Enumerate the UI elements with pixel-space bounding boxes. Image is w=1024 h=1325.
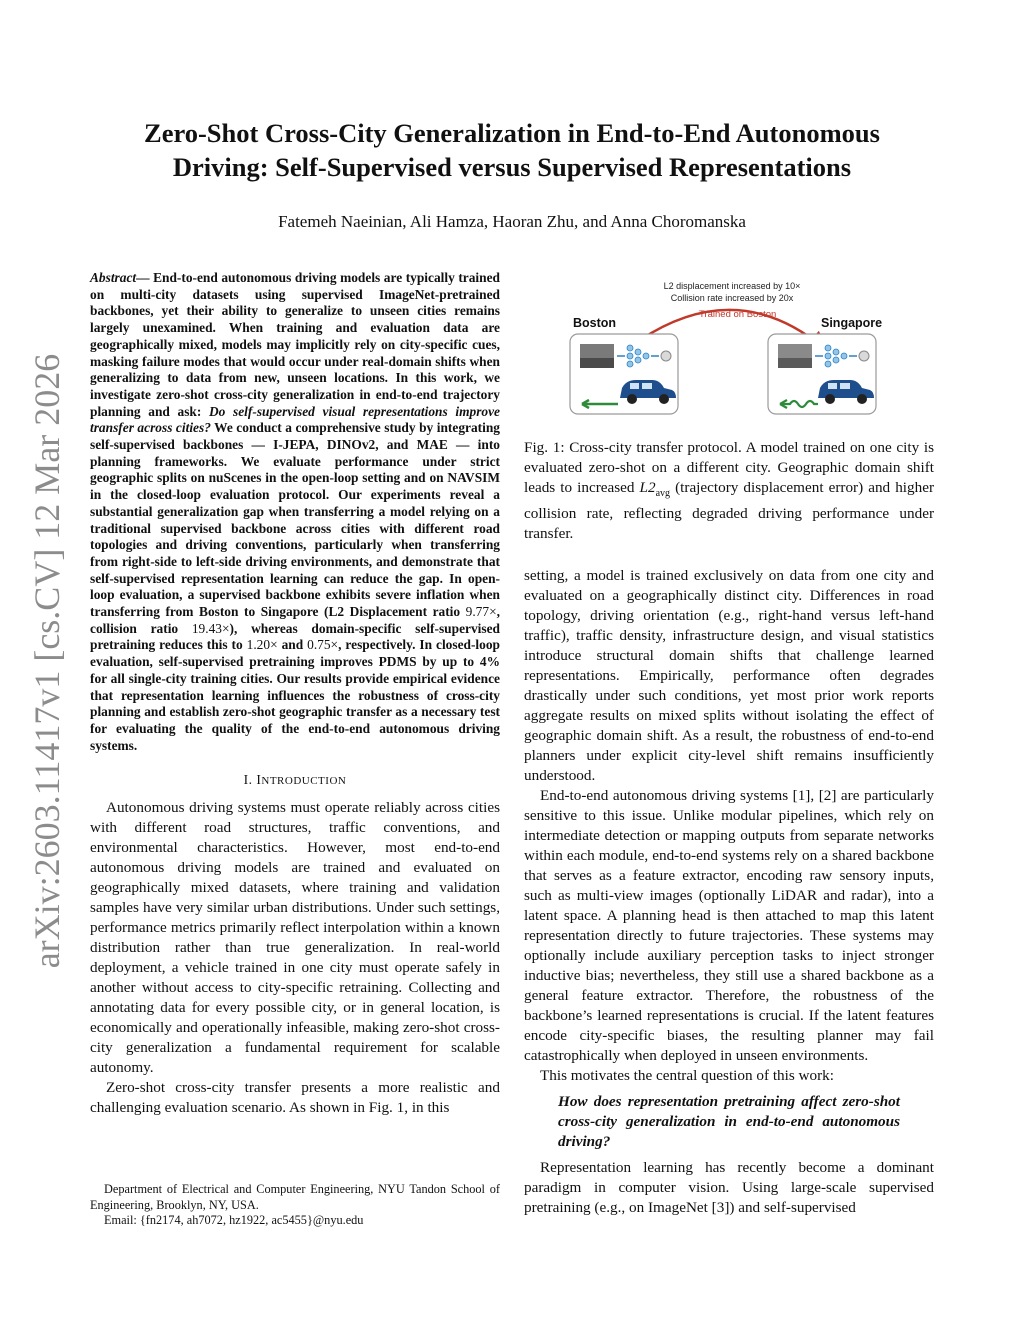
collision-ratio: 19.43× — [191, 620, 230, 636]
section-initial: I — [256, 772, 262, 788]
singapore-output-icon — [859, 351, 869, 361]
l2-ratio: 9.77× — [465, 604, 497, 620]
figure-note-collision: Collision rate increased by 20x — [670, 293, 794, 303]
abstract-text-2: We conduct a comprehensive study by integrating self-supervised backbones — I-JEPA, DINOv2, and MAE — into planning frameworks. We evaluate performance under strict geographic splits on nuScenes in the open-loop setting and on NAVSIM in the closed-loop evaluation protocol. Our experiments reveal a substantial generalization gap when transferring a model relying on a traditional supervised backbone across cities with different road topologies and driving conventions, particularly when transferring from right-side to left-side driving environments, and demonstrate that self-supervised representation learning can reduce the gap. In open-loop evaluation, a supervised backbone exhibits severe inflation when transferring from Boston to Singapore (L2 Displacement ratio — [90, 420, 500, 620]
ssl-collision-ratio: 0.75× — [307, 637, 339, 653]
figure-1-caption — [524, 438, 934, 544]
abstract-text-4: ), whereas domain-specific self-supervised pretraining reduces this to — [90, 620, 500, 653]
abstract-text-6: , respectively. In closed-loop evaluation, self-supervised pretraining improves PDMS by up to 4% for all single-city training cities. Our results provide empirical evidence that representation learning influences the robustness of cross-city planning and establish zero-shot geographic transfer as a necessary test for evaluating the quality of the end-to-end autonomous driving systems. — [90, 637, 500, 753]
figure-1-illustration — [562, 276, 902, 420]
figure-note-l2: L2 displacement increased by 10× — [663, 281, 801, 291]
trained-on-label: Trained on Boston — [699, 309, 777, 320]
abstract — [90, 270, 500, 754]
caption-label: Fig. 1: — [524, 439, 570, 456]
section-numeral: I. — [243, 772, 253, 788]
email-line: Email: {fn2174, ah7072, hz1922, ac5455}@nyu.edu — [104, 1213, 364, 1227]
section-heading-introduction — [90, 772, 500, 788]
left-column — [90, 270, 500, 1118]
intro-paragraph-1: Autonomous driving systems must operate reliably across cities with different road structures, traffic conventions, and environmental characteristics. However, most end-to-end autonomous driving models are trained and evaluated on geographically mixed datasets, where training and validation samples have very similar urban distributions. Under such settings, performance metrics primarily reflect interpolation within a known distribution rather than true generalization. In real-world deployment, a vehicle trained in one city must operate safely in another without access to city-specific retraining. Collecting and annotating data for every possible city, or in general location, is economically and operationally infeasible, making zero-shot cross-city generalization a fundamental requirement for scalable autonomy. — [90, 799, 500, 1077]
right-paragraph-4: Representation learning has recently become a dominant paradigm in computer vision. Using large-scale supervised pretraining (e.g., on ImageNet [3]) and self-supervised — [524, 1159, 934, 1217]
boston-output-icon — [661, 351, 671, 361]
right-column — [524, 438, 934, 1218]
intro-paragraph-2: Zero-shot cross-city transfer presents a more realistic and challenging evaluation scenario. As shown in Fig. 1, in this — [90, 1079, 500, 1117]
abstract-question: Do self-supervised visual representations improve transfer across cities? — [90, 403, 500, 436]
right-paragraph-2: End-to-end autonomous driving systems [1], [2] are particularly sensitive to this issue. Unlike modular pipelines, which rely on intermediate detection or mapping outputs from separate networks within each module, end-to-end systems rely on a shared backbone that serves as a feature extractor, encoding raw sensory inputs, such as multi-view images (optionally LiDAR and radar), into a latent space. A planning head is then attached to map this latent representation directly to future trajectories. These systems may optionally include auxiliary perception tasks to inject stronger inductive bias; nevertheless, they still use a shared backbone as a general feature extractor. Therefore, the robustness of the backbone’s learned representations is crucial. If the latent features encode city-specific biases, the resulting planner may fail catastrophically when deployed in unseen environments. — [524, 787, 934, 1065]
singapore-panel — [768, 334, 876, 414]
section-title-rest: NTRODUCTION — [261, 775, 347, 788]
central-question: How does representation pretraining affect zero-shot cross-city generalization in end-to-end autonomous driving? — [558, 1093, 900, 1151]
abstract-text-1: — End-to-end autonomous driving models are typically trained on multi-city datasets using supervised ImageNet-pretrained backbones, yet their ability to generalize to unseen cities remains largely unexamined. When training and evaluation data are geographically mixed, models may implicitly rely on city-specific cues, masking failure modes that would occur under real-domain shifts when generalizing to data from new, unseen locations. In this work, we investigate zero-shot cross-city generalization in end-to-end trajectory planning and ask: — [90, 270, 500, 419]
caption-subscript: avg — [655, 488, 671, 500]
affiliation: Department of Electrical and Computer Engineering, NYU Tandon School of Engineering, Brooklyn, NY, USA. — [90, 1182, 500, 1212]
abstract-label: Abstract — [90, 270, 137, 285]
caption-math: L2 — [639, 479, 656, 496]
figure-1 — [562, 276, 902, 420]
author-list: Fatemeh Naeinian, Ali Hamza, Haoran Zhu, and Anna Choromanska — [278, 212, 746, 231]
title-line-1: Zero-Shot Cross-City Generalization in End-to-End Autonomous — [144, 118, 880, 148]
city-label-boston: Boston — [573, 316, 617, 330]
arxiv-id: arXiv:2603.11417v1 [cs.CV] 12 Mar 2026 — [27, 353, 67, 969]
right-paragraph-3: This motivates the central question of this work: — [540, 1067, 834, 1085]
city-label-singapore: Singapore — [821, 316, 883, 330]
paper-title — [0, 116, 1024, 184]
caption-text-2: (trajectory displacement error) and higher collision rate, reflecting degraded driving performance under transfer. — [524, 479, 935, 543]
boston-panel — [570, 334, 678, 414]
right-paragraph-1: setting, a model is trained exclusively on data from one city and evaluated on a geographically distinct city. Differences in road topology, driving orientation (e.g., right-hand versus left-hand traffic), traffic density, infrastructure design, and visual statistics introduce structural domain shifts that challenge learned representations. Empirically, performance often degrades drastically under such conditions, yet most prior work reports aggregate results on mixed splits without isolating the effect of geographic domain shift. As a result, the robustness of end-to-end planners under explicit city-level shift remains insufficiently understood. — [524, 567, 934, 785]
abstract-text-5: and — [277, 637, 308, 653]
arxiv-stamp — [22, 353, 72, 969]
abstract-text-3: , collision ratio — [90, 604, 500, 636]
caption-text-1: Cross-city transfer protocol. A model trained on one city is evaluated zero-shot on a different city. Geographic domain shift leads to increased — [524, 439, 934, 496]
ssl-l2-ratio: 1.20× — [246, 637, 278, 653]
title-line-2: Driving: Self-Supervised versus Supervised Representations — [172, 152, 852, 182]
footnote — [90, 1182, 500, 1229]
